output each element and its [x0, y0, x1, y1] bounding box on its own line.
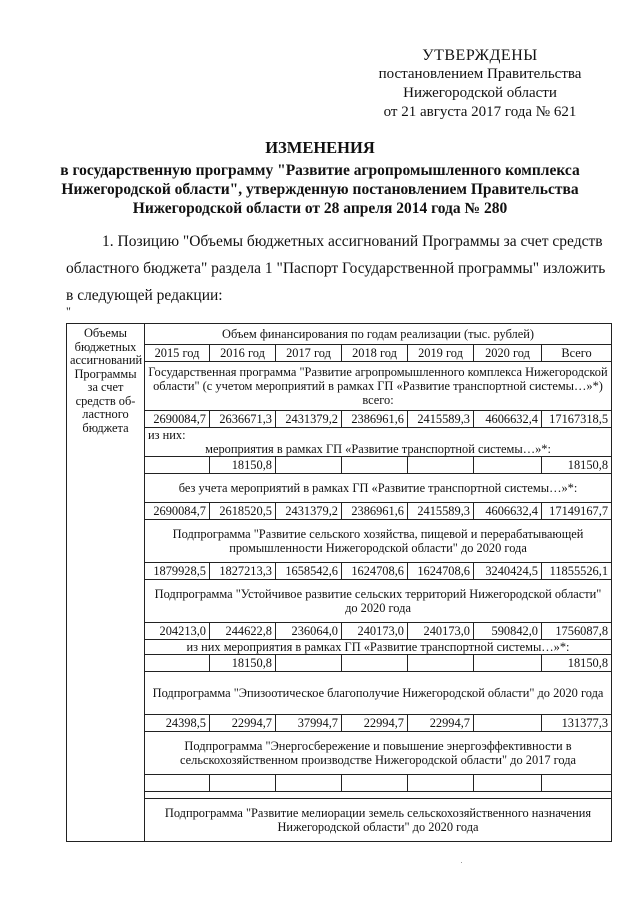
value-cell: 17149167,7	[542, 503, 612, 520]
scan-speck	[461, 862, 462, 863]
value-cell: 4606632,4	[474, 503, 542, 520]
value-cell: 240173,0	[342, 623, 408, 640]
value-cell: 2431379,2	[276, 411, 342, 428]
subprogram-title: Подпрограмма "Развитие сельского хозяйства, пищевой и перерабатывающей промышленности Нижегородской области" до 2020 года	[145, 520, 612, 563]
document-title	[40, 138, 600, 218]
subprogram-title: Подпрограмма "Энергосбережение и повышение энергоэффективности в сельскохозяйственном производстве Нижегородской области" до 2017 года	[145, 732, 612, 775]
value-cell: 2618520,5	[210, 503, 276, 520]
subprogram-title: Подпрограмма "Эпизоотическое благополучие Нижегородской области" до 2020 года	[145, 672, 612, 715]
value-cell: 4606632,4	[474, 411, 542, 428]
value-cell	[342, 457, 408, 474]
approval-block	[360, 46, 600, 122]
section-title: без учета мероприятий в рамках ГП «Развитие транспортной системы…»*:	[145, 474, 612, 503]
column-header: 2015 год	[145, 345, 210, 362]
value-cell: 2386961,6	[342, 411, 408, 428]
header-caption: Объем финансирования по годам реализации (тыс. рублей)	[145, 324, 612, 345]
value-cell: 1624708,6	[408, 563, 474, 580]
value-cell	[408, 775, 474, 792]
value-cell: 22994,7	[408, 715, 474, 732]
value-cell	[276, 457, 342, 474]
value-cell: 236064,0	[276, 623, 342, 640]
value-cell: 240173,0	[408, 623, 474, 640]
value-cell	[276, 655, 342, 672]
value-cell: 2386961,6	[342, 503, 408, 520]
value-cell	[474, 775, 542, 792]
value-cell	[276, 775, 342, 792]
table-spacer	[145, 792, 612, 799]
title-line: Нижегородской области от 28 апреля 2014 года № 280	[132, 200, 508, 217]
column-header: 2017 год	[276, 345, 342, 362]
paragraph-line: 1. Позицию "Объемы бюджетных ассигнований Программы за счет средств	[102, 233, 603, 250]
value-cell: 18150,8	[210, 655, 276, 672]
value-cell	[342, 655, 408, 672]
value-cell: 590842,0	[474, 623, 542, 640]
column-header: 2018 год	[342, 345, 408, 362]
value-cell: 2415589,3	[408, 411, 474, 428]
approval-line: постановлением Правительства	[378, 66, 582, 82]
value-cell	[342, 775, 408, 792]
value-cell	[145, 775, 210, 792]
value-cell: 1879928,5	[145, 563, 210, 580]
approval-date: от 21 августа 2017 года № 621	[383, 104, 577, 120]
value-cell	[145, 457, 210, 474]
column-header: 2019 год	[408, 345, 474, 362]
paragraph-line: областного бюджета" раздела 1 "Паспорт Государственной программы" изложить	[66, 260, 606, 277]
budget-table	[66, 323, 612, 842]
open-quote: "	[66, 304, 71, 318]
body-paragraph	[66, 228, 611, 309]
value-cell: 22994,7	[342, 715, 408, 732]
section-title: из них мероприятия в рамках ГП «Развитие транспортной системы…»*:	[145, 640, 612, 655]
value-cell	[210, 775, 276, 792]
value-cell: 18150,8	[210, 457, 276, 474]
value-cell: 131377,3	[542, 715, 612, 732]
paragraph-line: в следующей редакции:	[66, 287, 223, 304]
column-header: 2016 год	[210, 345, 276, 362]
value-cell: 1756087,8	[542, 623, 612, 640]
value-cell: 2690084,7	[145, 411, 210, 428]
value-cell: 22994,7	[210, 715, 276, 732]
approval-heading: УТВЕРЖДЕНЫ	[422, 47, 538, 64]
value-cell: 24398,5	[145, 715, 210, 732]
value-cell: 18150,8	[542, 457, 612, 474]
value-cell: 1827213,3	[210, 563, 276, 580]
value-cell	[408, 655, 474, 672]
value-cell	[145, 655, 210, 672]
value-cell: 1624708,6	[342, 563, 408, 580]
value-cell: 244622,8	[210, 623, 276, 640]
value-cell: 2690084,7	[145, 503, 210, 520]
value-cell: 1658542,6	[276, 563, 342, 580]
value-cell: 204213,0	[145, 623, 210, 640]
value-cell: 2415589,3	[408, 503, 474, 520]
title-heading: ИЗМЕНЕНИЯ	[265, 138, 375, 157]
value-cell: 37994,7	[276, 715, 342, 732]
title-line: Нижегородской области", утвержденную постановлением Правительства	[61, 181, 579, 198]
section-title: из них:	[145, 428, 612, 443]
value-cell: 17167318,5	[542, 411, 612, 428]
value-cell	[474, 655, 542, 672]
subprogram-title: Подпрограмма "Развитие мелиорации земель сельскохозяйственного назначения Нижегородской области" до 2020 года	[145, 799, 612, 842]
column-header: 2020 год	[474, 345, 542, 362]
value-cell: 2431379,2	[276, 503, 342, 520]
subprogram-title: Подпрограмма "Устойчивое развитие сельских территорий Нижегородской области" до 2020 года	[145, 580, 612, 623]
section-title: Государственная программа "Развитие агропромышленного комплекса Нижегородской области" (с учетом мероприятий в рамках ГП «Развитие транспортной системы…»*) всего:	[145, 362, 612, 411]
approval-line: Нижегородской области	[403, 85, 557, 101]
section-subtitle: мероприятия в рамках ГП «Развитие транспортной системы…»*:	[145, 442, 612, 457]
value-cell: 18150,8	[542, 655, 612, 672]
value-cell	[474, 715, 542, 732]
value-cell: 2636671,3	[210, 411, 276, 428]
value-cell: 11855526,1	[542, 563, 612, 580]
value-cell: 3240424,5	[474, 563, 542, 580]
row-label-cell: Объемы бюджетных ассигнований Программы за счет средств об-ластного бюджета	[67, 324, 145, 842]
title-line: в государственную программу "Развитие агропромышленного комплекса	[60, 162, 580, 179]
value-cell	[542, 775, 612, 792]
value-cell	[408, 457, 474, 474]
column-header: Всего	[542, 345, 612, 362]
value-cell	[474, 457, 542, 474]
